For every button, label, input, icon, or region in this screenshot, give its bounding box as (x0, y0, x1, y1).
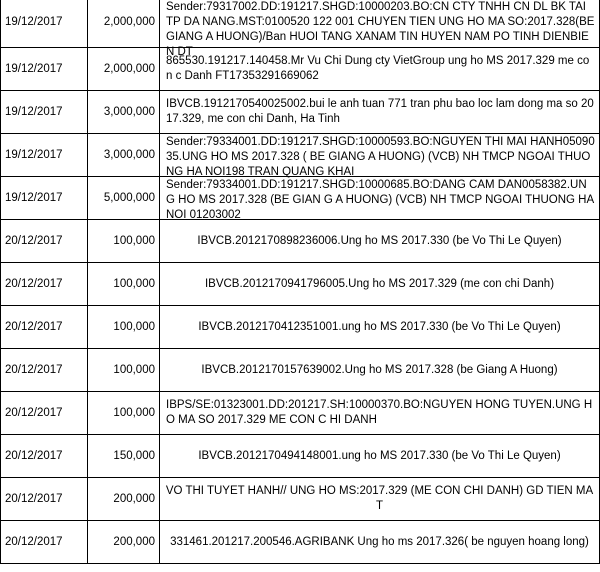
description-cell (160, 220, 600, 263)
description-text: IBVCB.2012170898236006.Ung ho MS 2017.330 (be Vo Thi Le Quyen) (197, 234, 562, 247)
description-text: IBVCB.2012170494148001.ung ho MS 2017.330 (be Vo Thi Le Quyen) (198, 449, 561, 462)
table-row (1, 478, 600, 521)
description-cell (160, 177, 600, 220)
table-row (1, 349, 600, 392)
amount-cell: 3,000,000 (88, 91, 160, 134)
table-row (1, 48, 600, 91)
table-row (1, 177, 600, 220)
table-row (1, 435, 600, 478)
amount-cell: 5,000,000 (88, 177, 160, 220)
description-cell (160, 521, 600, 564)
description-cell (160, 263, 600, 306)
amount-cell: 3,000,000 (88, 134, 160, 177)
description-cell (160, 134, 600, 177)
description-text: IBPS/SE:01323001.DD:201217.SH:10000370.BO:NGUYEN HONG TUYEN.UNG HO MA SO 2017.329 ME CON C HI DANH (166, 399, 593, 426)
description-text: Sender:79334001.DD:191217.SHGD:10000593.BO:NGUYEN THI MAI HANH0509035.UNG HO MS 2017.328 ( BE GIANG A HUONG) (VCB) NH TMCP NGOAI THUONG HA NOI198 TRAN QUANG KHAI (166, 135, 595, 178)
date-cell: 19/12/2017 (1, 0, 88, 48)
table-row (1, 220, 600, 263)
description-text: IBVCB.2012170157639002.Ung ho MS 2017.328 (be Giang A Huong) (201, 363, 558, 376)
date-cell: 20/12/2017 (1, 220, 88, 263)
amount-cell: 100,000 (88, 392, 160, 435)
description-cell (160, 306, 600, 349)
table-row (1, 392, 600, 435)
table-row (1, 0, 600, 48)
date-cell: 20/12/2017 (1, 521, 88, 564)
date-cell: 20/12/2017 (1, 478, 88, 521)
description-text: 865530.191217.140458.Mr Vu Chi Dung cty VietGroup ung ho MS 2017.329 me con c Danh FT17353291669062 (166, 55, 590, 82)
description-text: IBVCB.1912170540025002.bui le anh tuan 771 tran phu bao loc lam dong ma so 2017.329, me con chi Danh, Ha Tinh (166, 98, 594, 125)
amount-cell: 200,000 (88, 521, 160, 564)
description-text: Sender:79334001.DD:191217.SHGD:10000685.BO:DANG CAM DAN0058382.UNG HO MS 2017.328 (BE GIAN G A HUONG) (VCB) NH TMCP NGOAI THUONG HA NOI 01203002 (166, 178, 594, 221)
date-cell: 19/12/2017 (1, 48, 88, 91)
date-cell: 20/12/2017 (1, 435, 88, 478)
amount-cell: 100,000 (88, 263, 160, 306)
description-cell (160, 91, 600, 134)
description-cell (160, 349, 600, 392)
description-text: IBVCB.2012170941796005.Ung ho MS 2017.329 (me con chi Danh) (204, 277, 555, 290)
description-text: 331461.201217.200546.AGRIBANK Ung ho ms 2017.326( be nguyen hoang long) (170, 535, 589, 548)
date-cell: 20/12/2017 (1, 263, 88, 306)
amount-cell: 200,000 (88, 478, 160, 521)
description-cell (160, 478, 600, 521)
description-cell (160, 435, 600, 478)
date-cell: 20/12/2017 (1, 392, 88, 435)
amount-cell: 100,000 (88, 220, 160, 263)
table-row (1, 306, 600, 349)
table-row (1, 263, 600, 306)
date-cell: 20/12/2017 (1, 349, 88, 392)
table-row (1, 134, 600, 177)
date-cell: 19/12/2017 (1, 177, 88, 220)
amount-cell: 2,000,000 (88, 0, 160, 48)
transactions-body (1, 0, 600, 564)
amount-cell: 2,000,000 (88, 48, 160, 91)
description-cell (160, 392, 600, 435)
table-row (1, 91, 600, 134)
amount-cell: 150,000 (88, 435, 160, 478)
description-text: IBVCB.2012170412351001.ung ho MS 2017.330 (be Vo Thi Le Quyen) (198, 320, 561, 333)
description-cell (160, 0, 600, 58)
date-cell: 19/12/2017 (1, 134, 88, 177)
description-text: Sender:79317002.DD:191217.SHGD:10000203.BO:CN CTY TNHH CN DL BK TAI TP DA NANG.MST:0100520 122 001 CHUYEN TIEN UNG HO MA SO:2017.328(BE GIANG A HUONG)/Ban HUOI TANG XANAM TIN HUYEN NAM PO TINH DIENBIEN DT (166, 0, 595, 58)
amount-cell: 100,000 (88, 349, 160, 392)
table-row (1, 521, 600, 564)
amount-cell: 100,000 (88, 306, 160, 349)
description-text: VO THI TUYET HANH// UNG HO MS:2017.329 (ME CON CHI DANH) GD TIEN MAT (165, 485, 594, 512)
date-cell: 20/12/2017 (1, 306, 88, 349)
date-cell: 19/12/2017 (1, 91, 88, 134)
description-cell (160, 48, 600, 91)
